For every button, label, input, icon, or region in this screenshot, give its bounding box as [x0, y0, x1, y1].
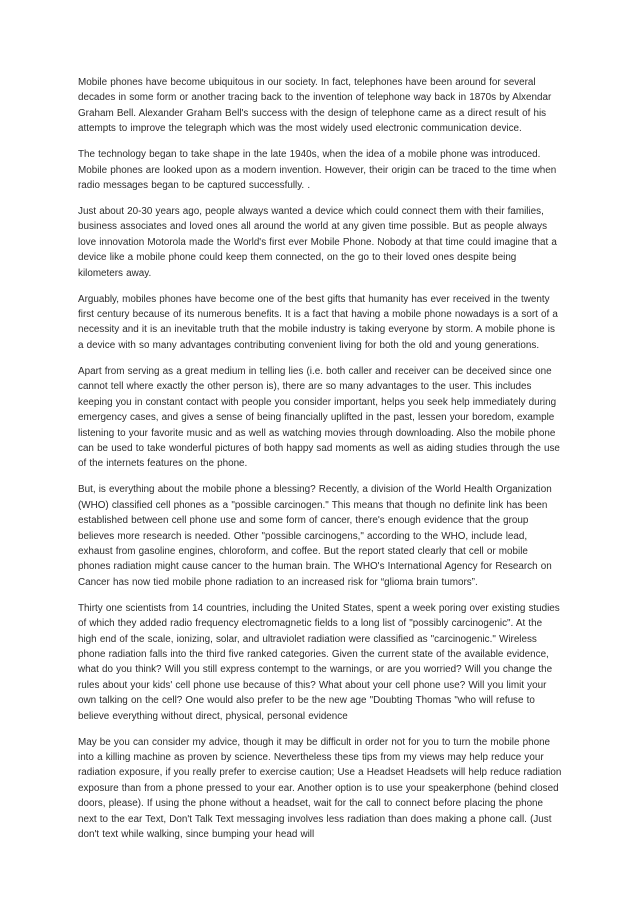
paragraph-technology-origin: The technology began to take shape in the late 1940s, when the idea of a mobile phone was introduced. Mobile phones are looked upon as a modern invention. However, their origin can be traced to the time when radio messages began to be captured successfully. .: [78, 149, 557, 192]
paragraph-scientists-study: Thirty one scientists from 14 countries, including the United States, spent a week poring over existing studies of which they added radio frequency electromagnetic fields to a long list of "possibly carcinogenic". At the high end of the scale, ionizing, solar, and ultraviolet radiation were classified as "carcinogenic." Wireless phone radiation falls into the third five ranked categories. Given the current state of the available evidence, what do you think? Will you still express contempt to the warnings, or are you worried? Will you change the rules about your kids' cell phone use because of this? What about your cell phone use? Will you limit your own talking on the cell? One would also prefer to be the new age "Doubting Thomas "who will refuse to believe everything without direct, physical, personal evidence: [78, 602, 560, 722]
paragraph-first-mobile-phone: Just about 20-30 years ago, people always wanted a device which could connect them with their families, business associates and loved ones all around the world at any given time possible. But as people always love innovation Motorola made the World's first ever Mobile Phone. Nobody at that time could imagine that a device like a mobile phone could keep them connected, on the go to their loved ones despite being kilometers away.: [78, 206, 557, 279]
paragraph-advantages: Apart from serving as a great medium in telling lies (i.e. both caller and receiver can be deceived since one cannot tell where exactly the other person is), there are so many advantages to the user. This includes keeping you in constant contact with people you consider important, helps you seek help immediately during emergency cases, and gives a sense of being financially uplifted in the past, lessen your boredom, example listening to your favorite music and as well as watching movies through downloading. Also the mobile phone can be used to take wonderful pictures of both happy sad moments as well as aiding studies through the use of the internets features on the phone.: [78, 365, 560, 470]
paragraph-history: Mobile phones have become ubiquitous in our society. In fact, telephones have been around for several decades in some form or another tracing back to the invention of telephone way back in 1870s by Alxendar Graham Bell. Alexander Graham Bell's success with the design of telephone came as a direct result of his attempts to improve the telegraph which was the most widely used electronic communication device.: [78, 77, 552, 135]
paragraph-who-carcinogen: But, is everything about the mobile phone a blessing? Recently, a division of the World Health Organization (WHO) classified cell phones as a "possible carcinogen." This means that though no definite link has been established between cell phone use and some form of cancer, there's enough evidence that the group believes more research is needed. Other "possible carcinogens," according to the WHO, include lead, exhaust from gasoline engines, chloroform, and coffee. But the report stated clearly that cell or mobile phones radiation might cause cancer to the human brain. The WHO's International Agency for Research on Cancer has now tied mobile phone radiation to an increased risk for “glioma brain tumors”.: [78, 484, 552, 588]
paragraph-benefits: Arguably, mobiles phones have become one of the best gifts that humanity has ever received in the twenty first century because of its numerous benefits. It is a fact that having a mobile phone nowadays is a sort of a necessity and it is an inevitable truth that the mobile industry is taking everyone by storm. A mobile phone is a device with so many advantages contributing convenient living for both the old and young generations.: [78, 293, 558, 351]
paragraph-advice: May be you can consider my advice, though it may be difficult in order not for you to turn the mobile phone into a killing machine as proven by science. Nevertheless these tips from my views may help reduce your radiation exposure, if you really prefer to exercise caution; Use a Headset Headsets will help reduce radiation exposure than from a phone pressed to your ear. Another option is to use your speakerphone (behind closed doors, please). If using the phone without a headset, wait for the call to connect before placing the phone next to the ear Text, Don't Talk Text messaging involves less radiation than does making a phone call. (Just don't text while walking, since bumping your head will: [78, 736, 562, 841]
document-body: [78, 75, 562, 853]
